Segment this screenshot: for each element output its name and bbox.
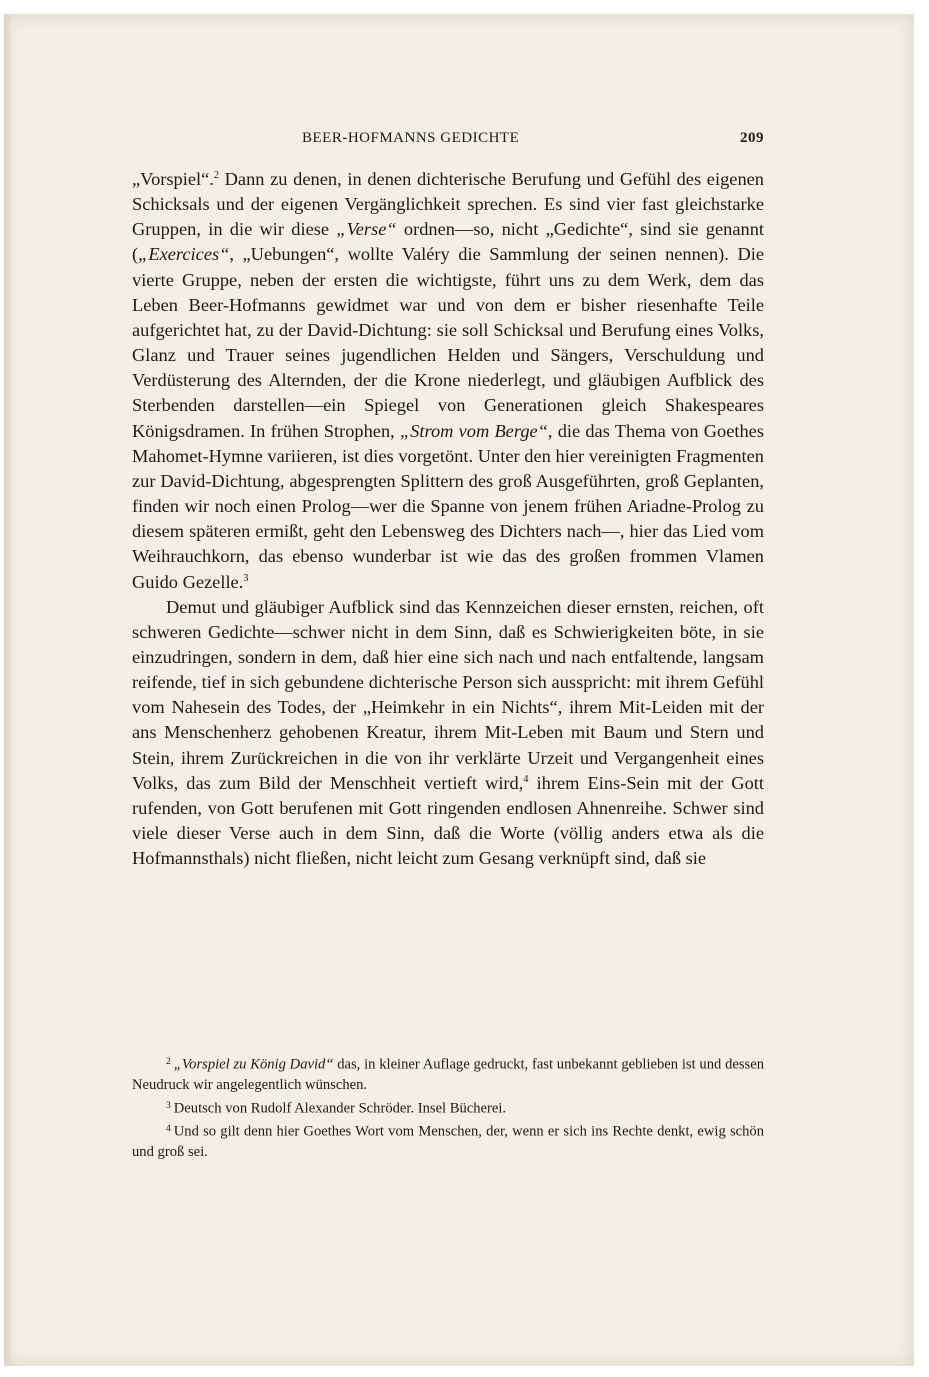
running-title: BEER-HOFMANNS GEDICHTE	[302, 130, 520, 146]
footnote-marker: 2	[166, 1057, 171, 1067]
text-run: „Vorspiel“.	[132, 169, 214, 189]
body-text	[132, 167, 764, 871]
footnote-marker: 3	[166, 1100, 171, 1111]
footnote-ref: 3	[243, 572, 249, 584]
footnote-text: das, in kleiner Auflage gedruckt, fast unbekannt geblieben ist und dessen Neudruck wir angelegentlich wünschen.	[132, 1056, 764, 1094]
footnote-text: Deutsch von Rudolf Alexander Schröder. Insel Bücherei.	[173, 1100, 507, 1117]
italic-title: „Verse“	[336, 219, 397, 240]
footnote-italic: „Vorspiel zu König David“	[173, 1056, 334, 1073]
footnote-3	[132, 1096, 764, 1119]
text-run: , „Uebungen“, wollte Valéry die Sammlung der seinen nennen). Die vierte Gruppe, neben der ersten die wichtigste, führt uns zu dem Werk, dem das Leben Beer-Hofmanns gewidmet war und von dem er bisher riesenhafte Teile aufgerichtet hat, zu der David-Dichtung: sie soll Schicksal und Berufung eines Volks, Glanz und Trauer seines jugendlichen Helden und Sängers, Verschuldung und Verdüsterung des Alternden, der die Krone niederlegt, und gläubigen Aufblick des Sterbenden darstellen—ein Spiegel von Generationen gleich Shakespeares Königsdramen. In frühen Strophen,	[132, 244, 764, 441]
text-run: , die das Thema von Goethes Mahomet-Hymne variieren, ist dies vorgetönt. Unter den hier vereinigten Fragmenten zur David-Dichtung, abgesprengten Splittern des groß Ausgeführten, groß Geplanten, finden wir noch einen Prolog—wer die Spanne von jenem frühen Ariadne-Prolog zu diesem späteren ermißt, geht den Lebensweg des Dichters nach—, hier das Lied vom Weihrauchkorn, das ebenso wunderbar ist wie das des großen frommen Vlamen Guido Gezelle.	[132, 420, 764, 592]
footnote-ref: 2	[213, 169, 219, 181]
italic-title: „Exercices“	[138, 244, 230, 265]
footnote-text: Und so gilt denn hier Goethes Wort vom Menschen, der, wenn er sich ins Rechte denkt, ewig schön und groß sei.	[132, 1123, 764, 1161]
footnote-marker: 4	[166, 1123, 171, 1134]
text-run: ordnen—so, nicht „Gedichte“, sind sie genannt (	[132, 219, 764, 265]
footnote-2	[132, 1052, 764, 1096]
text-run: ihrem Eins-Sein mit der Gott rufenden, von Gott berufenen mit Gott ringenden endlosen Ahnenreihe. Schwer sind viele dieser Verse auch in dem Sinn, daß die Worte (völlig anders etwa als die Hofmannsthals) nicht fließen, nicht leicht zum Gesang verknüpft sind, daß sie	[132, 772, 764, 869]
page-number: 209	[740, 130, 764, 146]
paragraph-1	[132, 167, 764, 595]
text-run: Demut und gläubiger Aufblick sind das Kennzeichen dieser ernsten, reichen, oft schweren Gedichte—schwer nicht in dem Sinn, daß es Schwierigkeiten böte, in sie einzudringen, sondern in dem, daß hier eine sich nach und nach entfaltende, langsam reifende, tief in sich gebundene dichterische Person sich ausspricht: mit ihrem Gefühl vom Nahesein des Todes, der „Heimkehr in ein Nichts“, ihrem Mit-Leiden mit der ans Menschenherz gehobenen Kreatur, ihrem Mit-Leben mit Baum und Stern und Stein, ihrem Zurückreichen in die von ihr verklärte Urzeit und Vergangenheit eines Volks, das zum Bild der Menschheit vertieft wird,	[132, 596, 764, 793]
footnotes	[132, 1052, 764, 1163]
paragraph-2	[132, 595, 764, 872]
footnote-4	[132, 1119, 764, 1163]
page-binding-shadow	[4, 14, 12, 1366]
footnote-ref: 4	[523, 773, 529, 785]
text-run: Dann zu denen, in denen dichterische Berufung und Gefühl des eigenen Schicksals und der eigenen Vergänglichkeit sprechen. Es sind vier fast gleichstarke Gruppen, in die wir diese	[132, 169, 764, 240]
italic-title: „Strom vom Berge“	[399, 420, 548, 441]
page-header	[132, 130, 764, 152]
